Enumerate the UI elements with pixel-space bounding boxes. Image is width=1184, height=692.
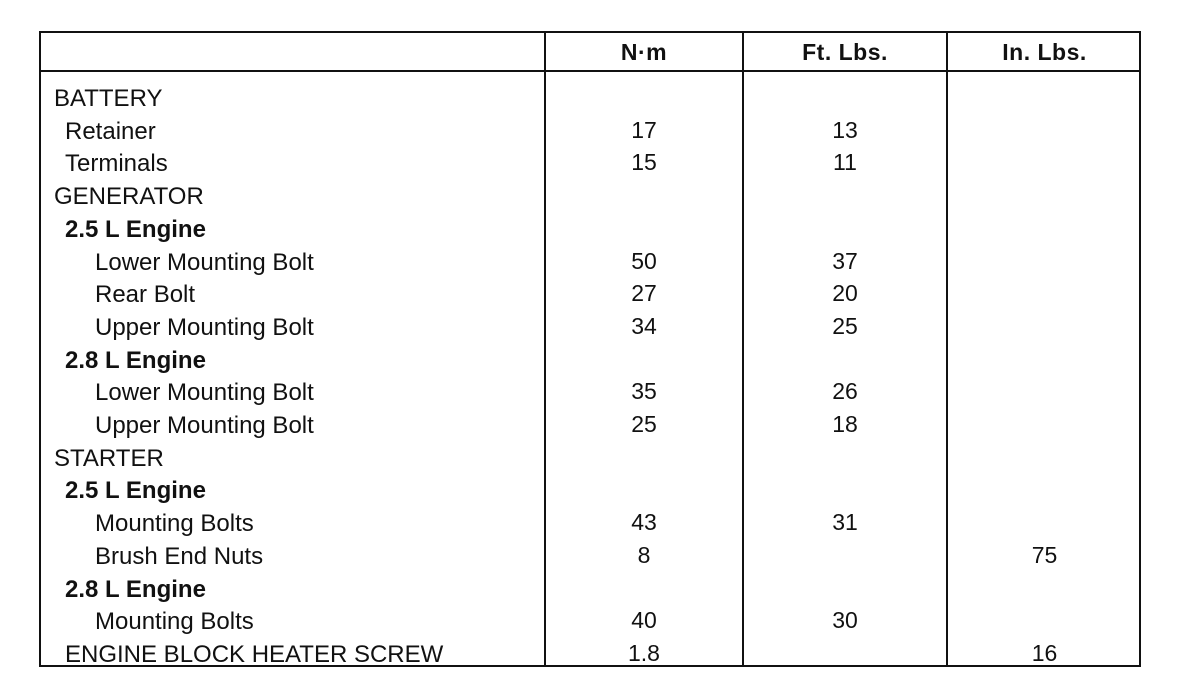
header-ft-lbs: Ft. Lbs. xyxy=(802,39,888,65)
row-label: Mounting Bolts xyxy=(95,510,254,538)
row-label: Upper Mounting Bolt xyxy=(95,313,314,341)
nm-value: 34 xyxy=(631,312,657,339)
nm-value: 15 xyxy=(631,149,657,176)
nm-value: 17 xyxy=(631,116,657,143)
table-row xyxy=(41,81,1139,114)
in-lbs-value: 16 xyxy=(1031,639,1058,666)
table-row xyxy=(41,245,1139,278)
ft-lbs-value: 25 xyxy=(832,312,858,339)
nm-value: 50 xyxy=(631,247,657,274)
header-in-lbs: In. Lbs. xyxy=(1002,39,1087,65)
ft-lbs-value: 26 xyxy=(832,378,858,405)
row-label: Brush End Nuts xyxy=(95,542,264,570)
row-label: Mounting Bolts xyxy=(95,608,254,636)
row-label: Rear Bolt xyxy=(95,281,196,309)
ft-lbs-value: 18 xyxy=(832,411,858,437)
nm-value: 27 xyxy=(631,280,657,307)
nm-value: 8 xyxy=(637,541,651,568)
row-label: 2.8 L Engine xyxy=(65,346,206,374)
row-label: GENERATOR xyxy=(54,183,204,211)
table-row xyxy=(41,375,1139,408)
row-label: 2.8 L Engine xyxy=(65,575,206,603)
table-row xyxy=(41,604,1139,637)
table-row xyxy=(41,408,1139,441)
nm-value: 1.8 xyxy=(628,639,660,666)
ft-lbs-value: 31 xyxy=(832,509,858,536)
table-row xyxy=(41,179,1139,212)
table-row xyxy=(41,441,1139,474)
in-lbs-value: 75 xyxy=(1031,541,1058,568)
header-divider xyxy=(41,70,1139,72)
row-label: Lower Mounting Bolt xyxy=(95,248,314,276)
table-row xyxy=(41,539,1139,572)
torque-spec-table xyxy=(39,31,1141,667)
table-row xyxy=(41,114,1139,147)
row-label: ENGINE BLOCK HEATER SCREW xyxy=(65,640,444,668)
ft-lbs-value: 13 xyxy=(832,116,858,143)
ft-lbs-value: 11 xyxy=(833,149,857,176)
ft-lbs-value: 20 xyxy=(832,280,858,307)
table-row xyxy=(41,473,1139,506)
row-label: STARTER xyxy=(54,444,164,472)
ft-lbs-value: 37 xyxy=(832,247,858,274)
row-label: Retainer xyxy=(65,117,156,145)
ft-lbs-value: 30 xyxy=(832,607,858,634)
table-row xyxy=(41,506,1139,539)
table-row xyxy=(41,343,1139,376)
table-row xyxy=(41,310,1139,343)
row-label: Terminals xyxy=(65,150,168,178)
row-label: Lower Mounting Bolt xyxy=(95,379,314,407)
row-label: 2.5 L Engine xyxy=(65,215,206,243)
nm-value: 25 xyxy=(631,411,657,437)
table-row xyxy=(41,277,1139,310)
table-row xyxy=(41,212,1139,245)
nm-value: 43 xyxy=(631,509,657,536)
header-nm: N·m xyxy=(620,39,668,65)
nm-value: 35 xyxy=(631,378,657,405)
table-row xyxy=(41,146,1139,179)
nm-value: 40 xyxy=(631,607,657,634)
row-label: 2.5 L Engine xyxy=(65,477,206,505)
row-label: BATTERY xyxy=(54,85,163,112)
table-row xyxy=(41,637,1139,670)
table-row xyxy=(41,572,1139,605)
row-label: Upper Mounting Bolt xyxy=(95,412,314,439)
